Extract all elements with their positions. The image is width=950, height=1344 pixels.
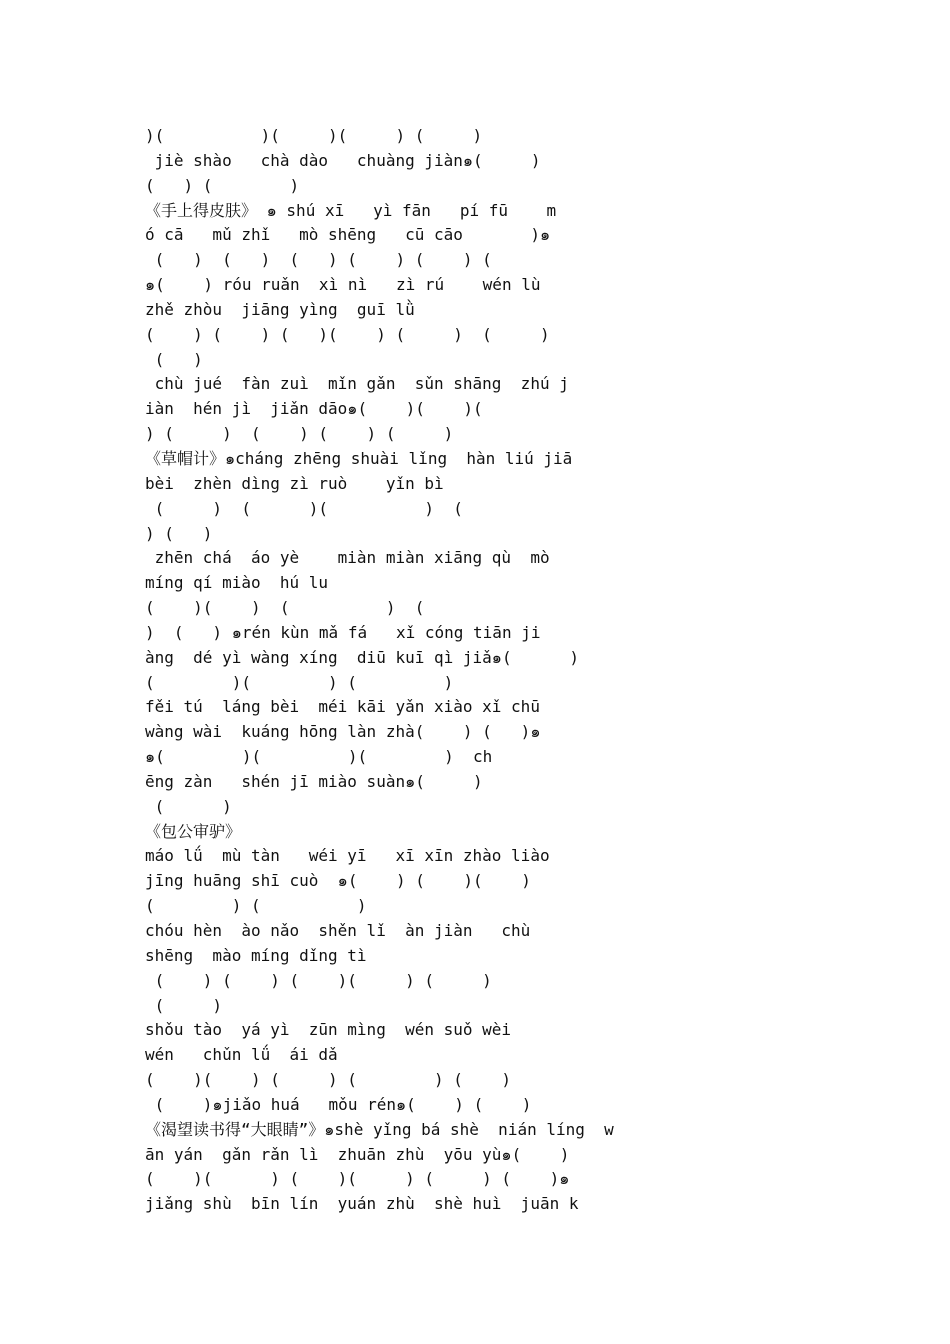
text-line: fěi tú láng bèi méi kāi yǎn xiào xǐ chū bbox=[145, 697, 540, 717]
text-line: ( ) bbox=[145, 995, 223, 1015]
text-line: iàn hén jì jiǎn dāo๑( )( )( bbox=[145, 399, 483, 419]
text-line: ān yán gǎn rǎn lì zhuān zhù yōu yù๑( ) bbox=[145, 1144, 570, 1164]
text-line: ( ) bbox=[145, 349, 203, 369]
text-line: shǒu tào yá yì zūn mìng wén suǒ wèi bbox=[145, 1020, 512, 1040]
text-line: jiǎng shù bīn lín yuán zhù shè huì juān k bbox=[145, 1194, 579, 1214]
text-line: ( ) ( ) ( )( ) ( ) bbox=[145, 970, 492, 990]
text-line: ( ) ( ) ( )( ) ( ) ( ) bbox=[145, 324, 550, 344]
text-line: ( )( ) ( )( ) ( ) ( )๑ bbox=[145, 1169, 570, 1189]
text-line: ( ) ( ) ( ) ( ) ( ) ( bbox=[145, 250, 492, 270]
text-line: ( ) ( ) bbox=[145, 896, 367, 916]
text-line: míng qí miào hú lu bbox=[145, 573, 329, 593]
text-line: ) ( ) bbox=[145, 523, 213, 543]
text-line: 《包公审驴》 bbox=[145, 821, 242, 841]
text-line: ๑( )( )( ) ch bbox=[145, 747, 493, 767]
text-line: )( )( )( ) ( ) bbox=[145, 126, 483, 145]
text-line: ) ( ) ๑rén kùn mǎ fá xǐ cóng tiān ji bbox=[145, 622, 541, 642]
text-line: ( ) ( )( ) ( bbox=[145, 498, 463, 518]
text-line: wén chǔn lǘ ái dǎ bbox=[145, 1045, 338, 1065]
text-line: jiè shào chà dào chuàng jiàn๑( ) bbox=[145, 150, 541, 170]
text-line: ( )( ) ( ) bbox=[145, 672, 454, 692]
text-line: chóu hèn ào nǎo shěn lǐ àn jiàn chù bbox=[145, 921, 531, 940]
text-line: zhě zhòu jiāng yìng guī lǜ bbox=[145, 299, 415, 319]
text-line: ( )๑jiǎo huá mǒu rén๑( ) ( ) bbox=[145, 1094, 532, 1114]
text-line: ( )( ) ( ) ( bbox=[145, 598, 425, 618]
text-line: ) ( ) ( ) ( ) ( ) bbox=[145, 424, 454, 444]
text-line: ๑( ) róu ruǎn xì nì zì rú wén lù bbox=[145, 275, 541, 295]
pinyin-worksheet-text bbox=[145, 124, 810, 1217]
text-line: ( )( ) ( ) ( ) ( ) bbox=[145, 1070, 512, 1090]
text-line: 《手上得皮肤》 ๑ shú xī yì fān pí fū m bbox=[145, 200, 557, 220]
text-line: 《渴望读书得“大眼睛”》๑shè yǐng bá shè nián líng w bbox=[145, 1119, 614, 1139]
text-line: ēng zàn shén jī miào suàn๑( ) bbox=[145, 771, 483, 791]
text-line: chù jué fàn zuì mǐn gǎn sǔn shāng zhú j bbox=[145, 374, 569, 394]
text-line: ( ) bbox=[145, 796, 232, 816]
text-line: zhēn chá áo yè miàn miàn xiāng qù mò bbox=[145, 548, 550, 568]
text-line: 《草帽计》๑cháng zhēng shuài lǐng hàn liú jiā bbox=[145, 448, 573, 468]
text-line: bèi zhèn dìng zì ruò yǐn bì bbox=[145, 473, 444, 493]
text-line: ( ) ( ) bbox=[145, 175, 300, 195]
text-line: máo lǘ mù tàn wéi yī xī xīn zhào liào bbox=[145, 846, 550, 866]
text-line: jīng huāng shī cuò ๑( ) ( )( ) bbox=[145, 871, 531, 891]
text-line: ó cā mǔ zhǐ mò shēng cū cāo )๑ bbox=[145, 225, 551, 245]
text-line: wàng wài kuáng hōng làn zhà( ) ( )๑ bbox=[145, 722, 541, 742]
text-line: àng dé yì wàng xíng diū kuī qì jiǎ๑( ) bbox=[145, 647, 579, 667]
text-line: shēng mào míng dǐng tì bbox=[145, 945, 367, 965]
